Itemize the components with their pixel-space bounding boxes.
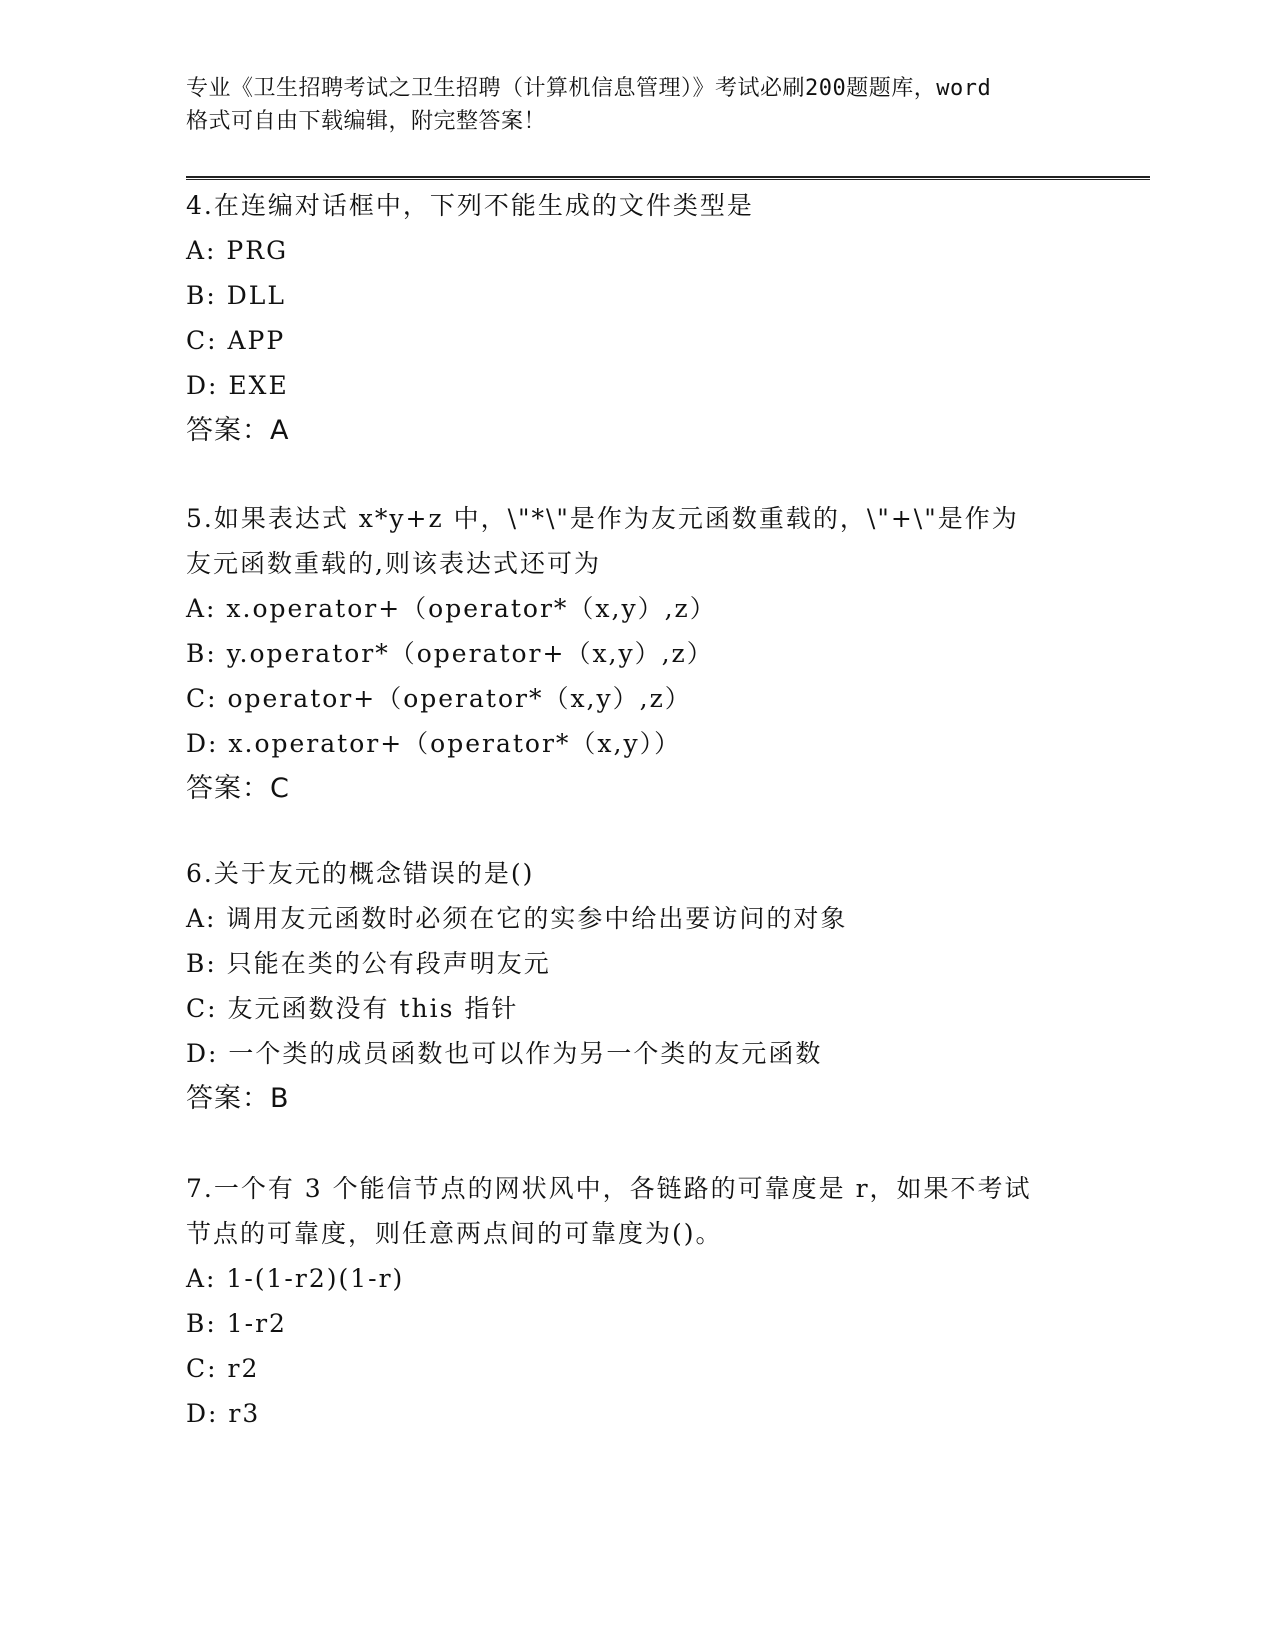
header-line-1: 专业《卫生招聘考试之卫生招聘（计算机信息管理）》考试必刷200题题库，word: [186, 76, 992, 101]
option-c: C: APP: [186, 326, 286, 355]
option-b: B: 只能在类的公有段声明友元: [186, 949, 551, 978]
option-d: D: EXE: [186, 371, 289, 400]
question-stem: 6.关于友元的概念错误的是(): [186, 859, 535, 888]
question-4: [186, 183, 1116, 453]
answer: 答案：C: [186, 773, 290, 804]
option-d: D: r3: [186, 1399, 261, 1428]
option-c: C: r2: [186, 1354, 260, 1383]
option-b: B: 1-r2: [186, 1309, 287, 1338]
option-a: A: PRG: [186, 236, 289, 265]
header-line-2: 格式可自由下载编辑，附完整答案！: [186, 109, 547, 134]
document-header: [186, 72, 1096, 138]
option-a: A: x.operator+（operator*（x,y）,z）: [186, 594, 717, 623]
answer: 答案：B: [186, 1083, 290, 1114]
option-a: A: 调用友元函数时必须在它的实参中给出要访问的对象: [186, 904, 848, 933]
option-d: D: x.operator+（operator*（x,y））: [186, 729, 682, 758]
option-c: C: operator+（operator*（x,y）,z）: [186, 684, 692, 713]
question-stem-line-1: 5.如果表达式 x*y+z 中，\"*\"是作为友元函数重载的，\"+\"是作为: [186, 504, 1019, 533]
question-5: [186, 496, 1116, 811]
header-divider: [186, 176, 1150, 180]
option-d: D: 一个类的成员函数也可以作为另一个类的友元函数: [186, 1039, 823, 1068]
question-6: [186, 851, 1116, 1121]
question-stem-line-1: 7.一个有 3 个能信节点的网状风中，各链路的可靠度是 r，如果不考试: [186, 1174, 1032, 1203]
question-stem-line-2: 友元函数重载的,则该表达式还可为: [186, 549, 601, 578]
question-stem: 4.在连编对话框中，下列不能生成的文件类型是: [186, 191, 754, 220]
option-b: B: DLL: [186, 281, 286, 310]
answer: 答案：A: [186, 415, 290, 446]
option-b: B: y.operator*（operator+（x,y）,z）: [186, 639, 714, 668]
question-7: [186, 1166, 1116, 1436]
option-a: A: 1-(1-r2)(1-r): [186, 1264, 405, 1293]
option-c: C: 友元函数没有 this 指针: [186, 994, 519, 1023]
question-stem-line-2: 节点的可靠度，则任意两点间的可靠度为()。: [186, 1219, 723, 1248]
